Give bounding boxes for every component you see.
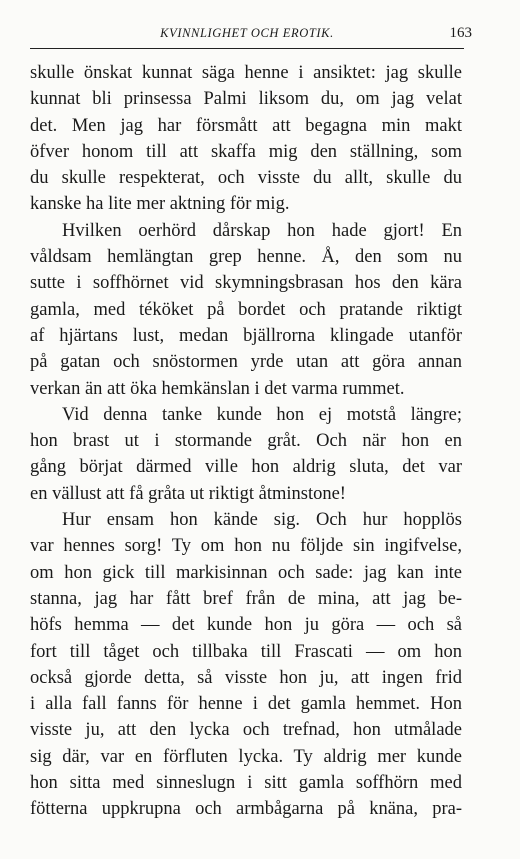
text-line: våldsam hemlängtan grep henne. Å, den som nu [30,247,462,268]
text-line: i alla fall fanns för henne i det gamla hemmet. Hon [30,694,462,715]
text-line: fötterna uppkrupna och armbågarna på knäna, pra- [30,799,462,820]
text-line: höfs hemma — det kunde hon ju göra — och så [30,615,462,636]
text-line: var hennes sorg! Ty om hon nu följde sin ingifvelse, [30,536,462,557]
page-header [30,22,472,44]
page-number: 163 [449,25,472,41]
text-line: öfver honom till att skaffa mig den ställning, som [30,141,462,162]
text-line: sig där, var en förfluten lycka. Ty aldrig mer kunde [30,746,462,767]
text-line: kunnat bli prinsessa Palmi liksom du, om jag velat [30,89,462,110]
body-text [30,60,462,823]
text-line: gamla, med téköket på bordet och pratande riktigt [30,299,462,320]
text-line: hon brast ut i stormande gråt. Och när hon en [30,431,462,452]
text-line: hon sitta med sinneslugn i sitt gamla soffhörn med [30,773,462,794]
text-line: du skulle respekterat, och visste du allt, skulle du [30,168,462,189]
text-line: Hvilken oerhörd dårskap hon hade gjort! En [62,220,462,241]
text-line: visste ju, att den lycka och trefnad, hon utmålade [30,720,462,741]
text-line: sutte i soffhörnet vid skymningsbrasan hos den kära [30,273,462,294]
text-line: skulle önskat kunnat säga henne i ansiktet: jag skulle [30,63,462,83]
text-line: också gjorde detta, så visste hon ju, att ingen frid [30,667,462,688]
text-line: verkan än att öka hemkänslan i det varma rummet. [30,378,405,399]
text-line: om hon gick till markisinnan och sade: jag kan inte [30,562,462,583]
running-title: KVINNLIGHET OCH EROTIK. [160,26,334,40]
text-line: en vällust att få gråta ut riktigt åtminstone! [30,483,346,504]
text-line: kanske ha lite mer aktning för mig. [30,194,290,215]
text-line: stanna, jag har fått bref från de mina, att jag be- [30,588,462,609]
text-line: fort till tåget och tillbaka till Frascati — om hon [30,641,462,662]
text-line: Vid denna tanke kunde hon ej motstå längre; [62,404,462,425]
text-line: det. Men jag har försmått att begagna min makt [30,115,462,136]
header-rule [30,48,464,49]
text-line: Hur ensam hon kände sig. Och hur hopplös [62,510,462,531]
text-line: af hjärtans lust, medan bjällrorna klingade utanför [30,325,462,346]
text-line: gång börjat därmed ville hon aldrig sluta, det var [30,457,462,478]
text-line: på gatan och snöstormen yrde utan att göra annan [30,352,462,373]
